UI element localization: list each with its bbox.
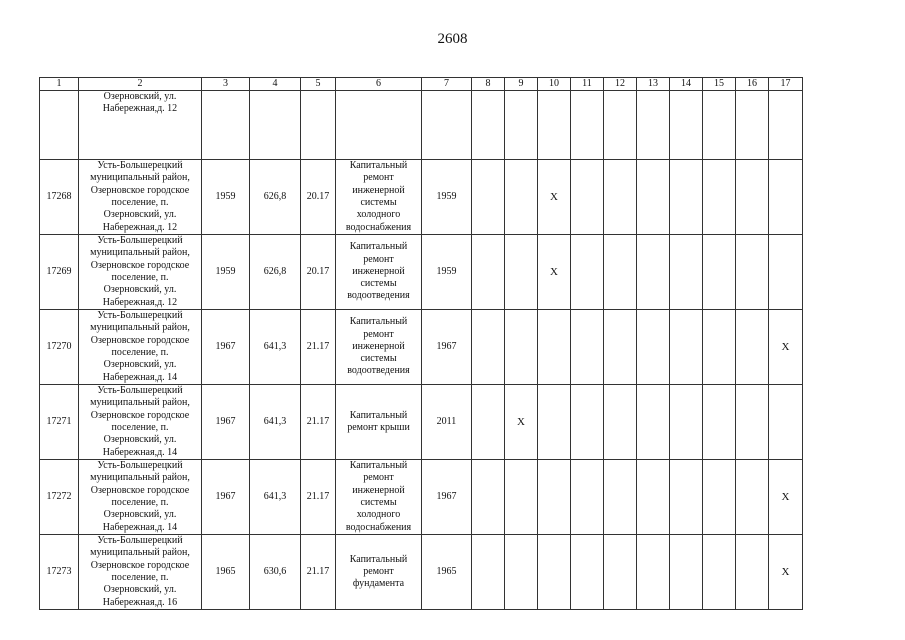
cell-id: 17268 (40, 160, 79, 235)
cell-mark-col-15 (703, 235, 736, 310)
header-cell: 13 (637, 78, 670, 91)
cell-address: Усть-Большерецкий муниципальный район, Озерновское городское поселение, п. Озерновский, ул. Набережная,д. 12 (79, 160, 202, 235)
cell-mark-col-10 (538, 310, 571, 385)
cell-mark-col-11 (571, 535, 604, 610)
header-cell: 11 (571, 78, 604, 91)
cell-mark-col-11 (571, 460, 604, 535)
cell-address: Усть-Большерецкий муниципальный район, Озерновское городское поселение, п. Озерновский, ул. Набережная,д. 14 (79, 385, 202, 460)
header-cell: 12 (604, 78, 637, 91)
cell-year: 1965 (202, 535, 250, 610)
header-cell: 17 (769, 78, 803, 91)
cell-mark-col-9 (505, 160, 538, 235)
cell-mark-col-12 (604, 235, 637, 310)
header-cell: 8 (472, 78, 505, 91)
cell-id: 17272 (40, 460, 79, 535)
cell-mark-col-11 (571, 310, 604, 385)
cell-mark-col-8 (472, 460, 505, 535)
table-row (40, 385, 803, 460)
cell-mark-col-8 (472, 385, 505, 460)
cell-work: Капитальный ремонт инженерной системы холодного водоснабжения (336, 460, 422, 535)
cell-mark-col-16 (736, 160, 769, 235)
cell-mark-col-16 (736, 235, 769, 310)
table-row (40, 310, 803, 385)
cell-mark-col-9: X (505, 385, 538, 460)
cell-mark-col-13 (637, 310, 670, 385)
cell-empty (769, 91, 803, 160)
cell-mark-col-10: X (538, 160, 571, 235)
cell-mark-col-10 (538, 460, 571, 535)
cell-address: Усть-Большерецкий муниципальный район, Озерновское городское поселение, п. Озерновский, ул. Набережная,д. 14 (79, 310, 202, 385)
cell-mark-col-12 (604, 310, 637, 385)
cell-area: 630,6 (250, 535, 301, 610)
cell-empty (301, 91, 336, 160)
cell-area: 641,3 (250, 460, 301, 535)
cell-empty (250, 91, 301, 160)
cell-empty (604, 91, 637, 160)
cell-mark-col-8 (472, 160, 505, 235)
cell-area: 641,3 (250, 385, 301, 460)
cell-code: 21.17 (301, 460, 336, 535)
cell-id: 17271 (40, 385, 79, 460)
cell-empty (538, 91, 571, 160)
cell-mark-col-14 (670, 535, 703, 610)
cell-year: 1959 (202, 235, 250, 310)
cell-mark-col-13 (637, 160, 670, 235)
cell-mark-col-16 (736, 535, 769, 610)
cell-empty (202, 91, 250, 160)
cell-id: 17273 (40, 535, 79, 610)
cell-mark-col-15 (703, 310, 736, 385)
cell-address: Усть-Большерецкий муниципальный район, Озерновское городское поселение, п. Озерновский, ул. Набережная,д. 12 (79, 235, 202, 310)
cell-year: 1967 (202, 385, 250, 460)
cell-mark-col-15 (703, 535, 736, 610)
header-cell: 15 (703, 78, 736, 91)
cell-mark-col-17: X (769, 310, 803, 385)
header-cell: 3 (202, 78, 250, 91)
cell-id (40, 91, 79, 160)
cell-empty (703, 91, 736, 160)
header-cell: 9 (505, 78, 538, 91)
cell-code: 20.17 (301, 160, 336, 235)
page-number: 2608 (437, 31, 468, 47)
cell-work-year: 1959 (422, 235, 472, 310)
cell-mark-col-17 (769, 160, 803, 235)
cell-mark-col-13 (637, 535, 670, 610)
header-cell: 6 (336, 78, 422, 91)
header-cell: 16 (736, 78, 769, 91)
cell-mark-col-10 (538, 385, 571, 460)
cell-empty (422, 91, 472, 160)
cell-mark-col-9 (505, 535, 538, 610)
header-cell: 4 (250, 78, 301, 91)
cell-mark-col-16 (736, 460, 769, 535)
cell-mark-col-12 (604, 160, 637, 235)
cell-mark-col-8 (472, 235, 505, 310)
cell-mark-col-15 (703, 385, 736, 460)
cell-mark-col-9 (505, 460, 538, 535)
cell-mark-col-9 (505, 235, 538, 310)
cell-mark-col-15 (703, 460, 736, 535)
cell-year: 1967 (202, 310, 250, 385)
cell-mark-col-17 (769, 235, 803, 310)
cell-mark-col-16 (736, 385, 769, 460)
cell-id: 17269 (40, 235, 79, 310)
table-row (40, 235, 803, 310)
header-cell: 7 (422, 78, 472, 91)
cell-mark-col-17: X (769, 535, 803, 610)
cell-mark-col-13 (637, 460, 670, 535)
cell-work: Капитальный ремонт инженерной системы водоотведения (336, 310, 422, 385)
cell-mark-col-16 (736, 310, 769, 385)
cell-mark-col-17: X (769, 460, 803, 535)
cell-mark-col-15 (703, 160, 736, 235)
cell-mark-col-10: X (538, 235, 571, 310)
cell-year: 1967 (202, 460, 250, 535)
cell-mark-col-13 (637, 235, 670, 310)
cell-year: 1959 (202, 160, 250, 235)
cell-mark-col-11 (571, 385, 604, 460)
cell-code: 21.17 (301, 535, 336, 610)
cell-area: 626,8 (250, 235, 301, 310)
cell-code: 20.17 (301, 235, 336, 310)
cell-code: 21.17 (301, 385, 336, 460)
cell-mark-col-14 (670, 385, 703, 460)
cell-empty (472, 91, 505, 160)
cell-mark-col-14 (670, 310, 703, 385)
data-table (39, 77, 803, 610)
cell-mark-col-17 (769, 385, 803, 460)
header-cell: 5 (301, 78, 336, 91)
table-row (40, 460, 803, 535)
cell-work: Капитальный ремонт крыши (336, 385, 422, 460)
cell-mark-col-8 (472, 535, 505, 610)
table-row (40, 535, 803, 610)
cell-work-year: 2011 (422, 385, 472, 460)
header-cell: 2 (79, 78, 202, 91)
cell-mark-col-12 (604, 535, 637, 610)
cell-work-year: 1965 (422, 535, 472, 610)
table-body (40, 78, 803, 610)
cell-code: 21.17 (301, 310, 336, 385)
cell-work: Капитальный ремонт инженерной системы водоотведения (336, 235, 422, 310)
header-row (40, 78, 803, 91)
cell-mark-col-14 (670, 460, 703, 535)
cell-address: Озерновский, ул. Набережная,д. 12 (79, 91, 202, 160)
cell-mark-col-10 (538, 535, 571, 610)
cell-empty (637, 91, 670, 160)
cell-empty (571, 91, 604, 160)
cell-work-year: 1959 (422, 160, 472, 235)
cell-empty (336, 91, 422, 160)
cell-empty (670, 91, 703, 160)
cell-mark-col-8 (472, 310, 505, 385)
cell-mark-col-14 (670, 235, 703, 310)
continuation-row (40, 91, 803, 160)
cell-area: 626,8 (250, 160, 301, 235)
header-cell: 1 (40, 78, 79, 91)
header-cell: 10 (538, 78, 571, 91)
cell-mark-col-11 (571, 235, 604, 310)
cell-work-year: 1967 (422, 310, 472, 385)
cell-mark-col-14 (670, 160, 703, 235)
cell-empty (736, 91, 769, 160)
cell-mark-col-12 (604, 460, 637, 535)
cell-mark-col-9 (505, 310, 538, 385)
cell-address: Усть-Большерецкий муниципальный район, Озерновское городское поселение, п. Озерновский, ул. Набережная,д. 14 (79, 460, 202, 535)
header-cell: 14 (670, 78, 703, 91)
cell-mark-col-12 (604, 385, 637, 460)
cell-work: Капитальный ремонт фундамента (336, 535, 422, 610)
cell-address: Усть-Большерецкий муниципальный район, Озерновское городское поселение, п. Озерновский, ул. Набережная,д. 16 (79, 535, 202, 610)
cell-area: 641,3 (250, 310, 301, 385)
cell-mark-col-11 (571, 160, 604, 235)
cell-work-year: 1967 (422, 460, 472, 535)
cell-work: Капитальный ремонт инженерной системы холодного водоснабжения (336, 160, 422, 235)
cell-mark-col-13 (637, 385, 670, 460)
table-row (40, 160, 803, 235)
cell-empty (505, 91, 538, 160)
cell-id: 17270 (40, 310, 79, 385)
